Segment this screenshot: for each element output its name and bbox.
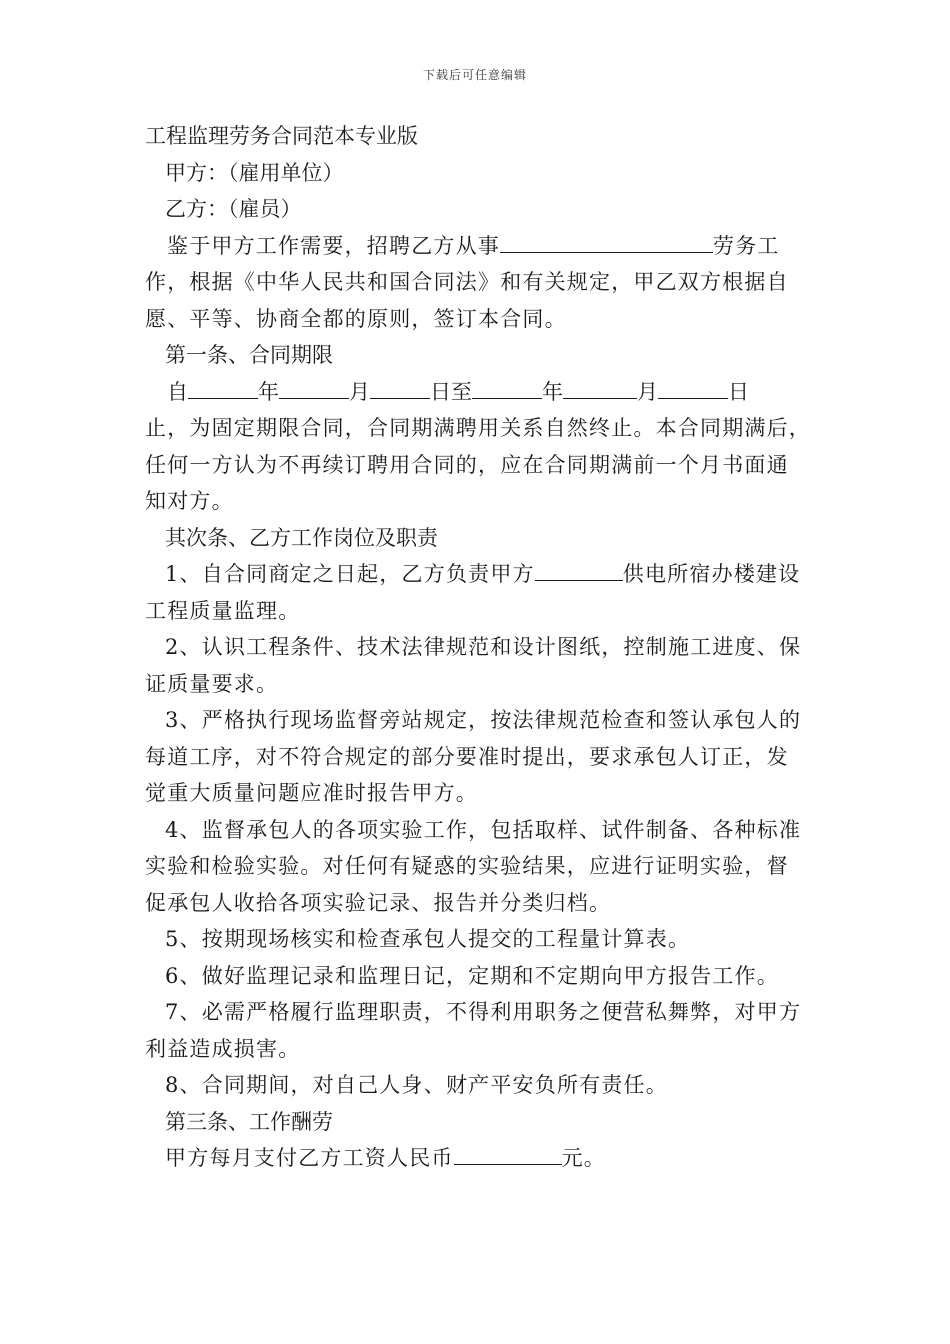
article-1-line-2: 止，为固定期限合同，合同期满聘用关系自然终止。本合同期满后， <box>145 416 811 440</box>
salary-text: 甲方每月支付乙方工资人民币 <box>165 1146 454 1170</box>
article-1-line-4: 知对方。 <box>145 489 234 513</box>
party-b-line: 乙方：（雇员） <box>165 197 302 221</box>
duty-1-line-2: 工程质量监理。 <box>145 598 301 623</box>
duty-1-line-1 <box>145 556 805 593</box>
intro-line-1 <box>145 228 805 265</box>
start-month-blank <box>279 376 349 399</box>
day-label: 日 <box>728 379 749 404</box>
duty-6-line: 6、做好监理记录和监理日记，定期和不定期向甲方报告工作。 <box>165 963 779 988</box>
job-blank <box>500 230 713 253</box>
year-label: 年 <box>542 379 563 404</box>
salary-unit: 元。 <box>561 1146 607 1170</box>
article-1-heading: 第一条、合同期限 <box>165 343 333 367</box>
intro-line-3: 愿、平等、协商全都的原则，签订本合同。 <box>145 306 567 331</box>
intro-line-2: 作，根据《中华人民共和国合同法》和有关规定，甲乙双方根据自 <box>145 270 789 294</box>
end-day-blank <box>658 376 728 399</box>
duty-4-line-3: 促承包人收拾各项实验记录、报告并分类归档。 <box>145 890 612 915</box>
document-title: 工程监理劳务合同范本专业版 <box>145 124 418 148</box>
salary-amount-blank <box>454 1142 562 1165</box>
end-year-blank <box>472 376 542 399</box>
article-2-heading: 其次条、乙方工作岗位及职责 <box>165 525 438 550</box>
article-1-line-3: 任何一方认为不再续订聘用合同的，应在合同期满前一个月书面通 <box>145 452 789 477</box>
duty-1-text-tail: 供电所宿办楼建设 <box>622 562 801 586</box>
duty-7-line-2: 利益造成损害。 <box>145 1036 301 1061</box>
month-label: 月 <box>637 379 658 404</box>
article-3-heading: 第三条、工作酬劳 <box>165 1109 333 1134</box>
duty-2-line-1: 2、认识工程条件、技术法律规范和设计图纸，控制施工进度、保 <box>165 635 802 659</box>
start-day-blank <box>370 376 430 399</box>
supplier-blank <box>535 558 623 581</box>
page-header: 下载后可任意编辑 <box>422 68 527 82</box>
year-label: 年 <box>258 379 279 404</box>
duty-4-line-1: 4、监督承包人的各项实验工作，包括取样、试件制备、各种标准 <box>165 817 802 842</box>
duty-5-line: 5、按期现场核实和检查承包人提交的工程量计算表。 <box>165 927 691 951</box>
duty-4-line-2: 实验和检验实验。对任何有疑惑的实验结果，应进行证明实验，督 <box>145 854 789 878</box>
date-range-line <box>145 374 805 411</box>
duty-3-line-1: 3、严格执行现场监督旁站规定，按法律规范检查和签认承包人的 <box>165 708 802 732</box>
duty-2-line-2: 证质量要求。 <box>145 671 279 696</box>
salary-line <box>145 1140 805 1177</box>
party-a-line: 甲方：（雇用单位） <box>165 160 344 185</box>
duty-8-line: 8、合同期间，对自己人身、财产平安负所有责任。 <box>165 1073 668 1097</box>
duty-1-text: 1、自合同商定之日起，乙方负责甲方 <box>165 562 535 586</box>
end-month-blank <box>563 376 637 399</box>
duty-3-line-3: 觉重大质量问题应准时报告甲方。 <box>145 781 478 805</box>
intro-text-tail: 劳务工 <box>713 233 780 258</box>
date-from-label: 自 <box>167 379 188 404</box>
duty-7-line-1: 7、必需严格履行监理职责，不得利用职务之便营私舞弊，对甲方 <box>165 1000 802 1024</box>
duty-3-line-2: 每道工序，对不符合规定的部分要准时提出，要求承包人订正，发 <box>145 744 789 769</box>
month-label: 月 <box>349 379 370 404</box>
intro-text: 鉴于甲方工作需要，招聘乙方从事 <box>167 233 500 258</box>
start-year-blank <box>188 376 258 399</box>
contract-body <box>145 118 811 1177</box>
day-to-label: 日至 <box>430 379 472 404</box>
